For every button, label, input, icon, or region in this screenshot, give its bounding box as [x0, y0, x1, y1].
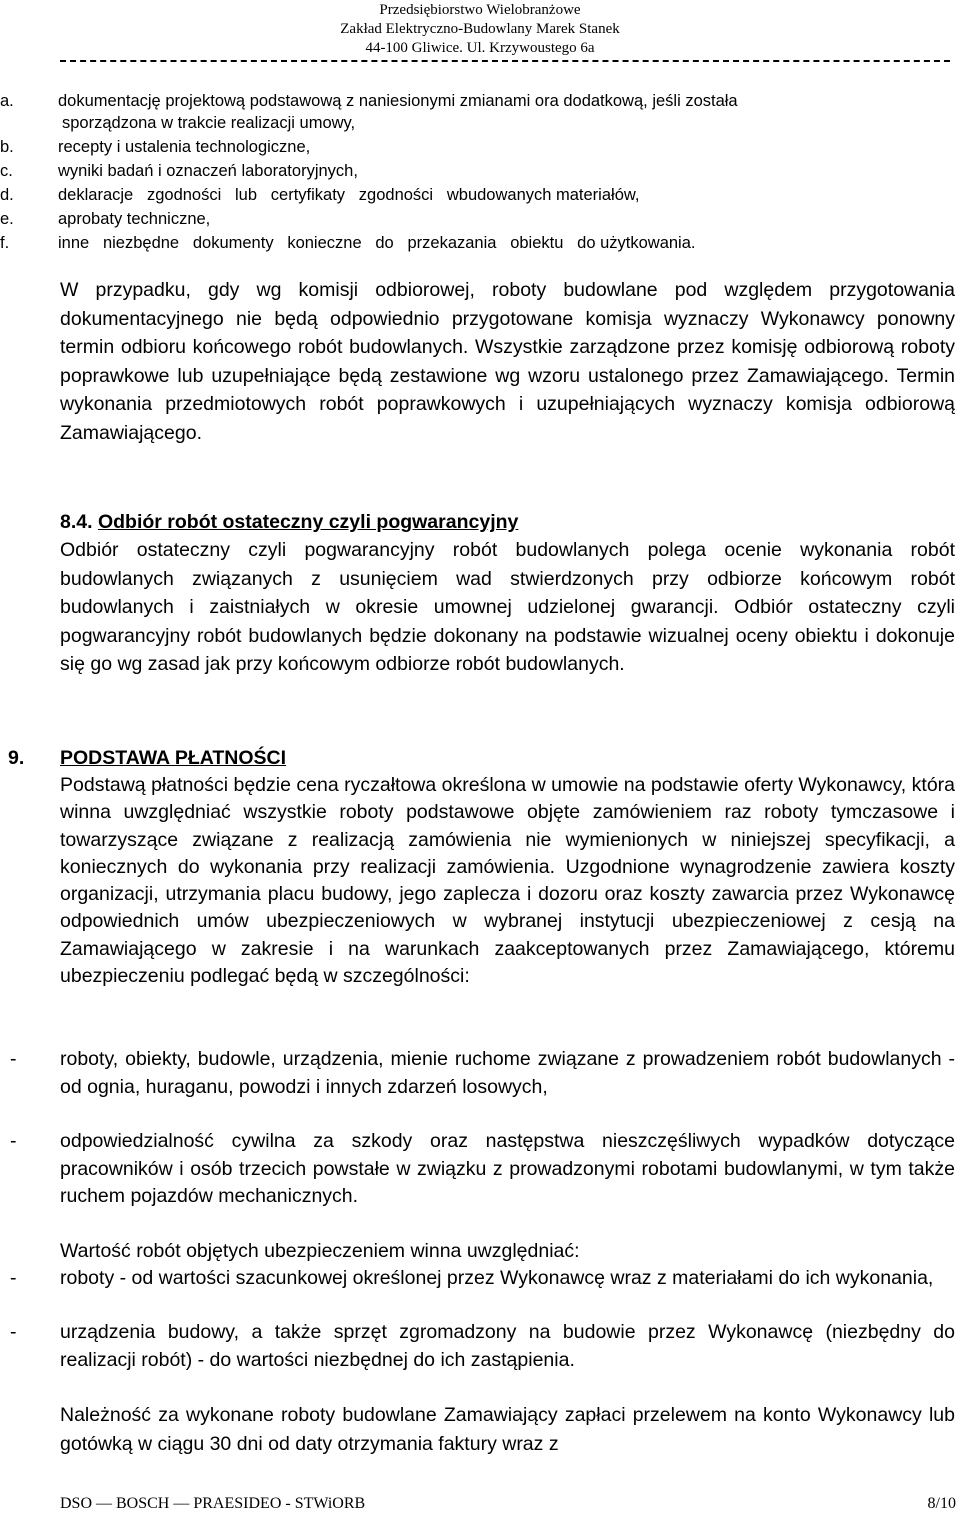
section-number: 8.4. — [60, 511, 93, 533]
paragraph-payment-basis: Podstawą płatności będzie cena ryczałtowa określona w umowie na podstawie oferty Wykonawcy, która winna uwzględniać wszystkie roboty podstawowe objęte zamówieniem raz roboty tymczasowe i towarzyszące związane z realizacją zamówienia nie wymienionych w niniejszej specyfikacji, a koniecznych do wykonania przy realizacji zamówienia. Uzgodnione wynagrodzenie zawiera koszty organizacji, utrzymania placu budowy, jego zaplecza i dozoru oraz koszty zawarcia przez Wykonawcę odpowiednich umów ubezpieczeniowych w wybranej instytucji ubezpieczeniowej z cesją na Zamawiającego w zakresie i na warunkach zaakceptowanych przez Zamawiającego, któremu ubezpieczeniu podlegać będą w szczególności: — [60, 774, 955, 988]
list-item-d — [0, 184, 960, 206]
insurance-item-text: odpowiedzialność cywilna za szkody oraz następstwa nieszczęśliwych wypadków dotyczące pracowników i osób trzecich powstałe w związku z prowadzonymi robotami budowlanymi, w tym także ruchem pojazdów mechanicznych. — [60, 1130, 955, 1207]
letterhead-address: 44-100 Gliwice. Ul. Krzywoustego 6a — [365, 40, 595, 56]
bullet-dash: - — [10, 1130, 17, 1152]
list-letter: d. — [0, 186, 14, 204]
value-item-text: roboty - od wartości szacunkowej określonej przez Wykonawcę wraz z materiałami do ich wykonania, — [60, 1267, 934, 1289]
list-text: deklaracje zgodności lub certyfikaty zgodności wbudowanych materiałów, — [58, 186, 640, 204]
paragraph-final-acceptance: Odbiór ostateczny czyli pogwarancyjny robót budowlanych polega ocenie wykonania robót budowlanych związanych z usunięciem wad stwierdzonych przy odbiorze końcowym robót budowlanych i zaistniałych w okresie umownej udzielonej gwarancji. Odbiór ostateczny czyli pogwarancyjny robót budowlanych będzie dokonany na podstawie wizualnej oceny obiektu i dokonuje się go wg zasad jak przy końcowym odbiorze robót budowlanych. — [60, 539, 955, 675]
list-text: recepty i ustalenia technologiczne, — [58, 138, 311, 156]
insurance-item-text: roboty, obiekty, budowle, urządzenia, mienie ruchome związane z prowadzeniem robót budowlanych - od ognia, huraganu, powodzi i innych zdarzeń losowych, — [60, 1048, 955, 1098]
list-item-a — [0, 90, 960, 134]
list-letter: a. — [0, 92, 14, 110]
letterhead-company-name: Zakład Elektryczno-Budowlany Marek Stanek — [340, 21, 620, 37]
section-number-9: 9. — [8, 747, 25, 769]
list-text: wyniki badań i oznaczeń laboratoryjnych, — [58, 162, 358, 180]
list-letter: f. — [0, 234, 10, 252]
list-text: dokumentację projektową podstawową z naniesionymi zmianami ora dodatkową, jeśli została — [58, 92, 738, 110]
paragraph-insured-value-intro: Wartość robót objętych ubezpieczeniem winna uwzględniać: — [60, 1240, 580, 1262]
list-text: aprobaty techniczne, — [58, 210, 211, 228]
bullet-dash: - — [10, 1321, 17, 1343]
bullet-dash: - — [10, 1267, 17, 1289]
list-letter: c. — [0, 162, 13, 180]
paragraph-payment-terms: Należność za wykonane roboty budowlane Zamawiający zapłaci przelewem na konto Wykonawcy lub gotówką w ciągu 30 dni od daty otrzymania faktury wraz z — [60, 1404, 955, 1455]
list-text-continued: sporządzona w trakcie realizacji umowy, — [62, 114, 356, 132]
list-letter: b. — [0, 138, 14, 156]
letterhead-company-type: Przedsiębiorstwo Wielobranżowe — [379, 2, 581, 18]
section-title-9: PODSTAWA PŁATNOŚCI — [60, 747, 287, 769]
list-letter: e. — [0, 210, 14, 228]
list-item-e — [0, 208, 960, 230]
letterhead-divider — [60, 60, 950, 62]
footer-document-id: DSO — BOSCH — PRAESIDEO - STWiORB — [60, 1495, 366, 1512]
footer-page-number: 8/10 — [927, 1495, 956, 1512]
paragraph-commission-rework: W przypadku, gdy wg komisji odbiorowej, roboty budowlane pod względem przygotowania dokumentacyjnego nie będą odpowiednio przygotowane komisja wyznaczy Wykonawcy ponowny termin odbioru końcowego robót budowlanych. Wszystkie zarządzone przez komisję odbiorową roboty poprawkowe lub uzupełniające będą zestawione wg wzoru ustalonego przez Zamawiającego. Termin wykonania przedmiotowych robót poprawkowych i uzupełniających wyznaczy komisja odbiorową Zamawiającego. — [60, 279, 955, 444]
value-item-text: urządzenia budowy, a także sprzęt zgromadzony na budowie przez Wykonawcę (niezbędny do realizacji robót) - do wartości niezbędnej do ich zastąpienia. — [60, 1321, 955, 1371]
list-item-f — [0, 232, 960, 254]
section-heading-8-4 — [60, 508, 518, 537]
list-text: inne niezbędne dokumenty konieczne do przekazania obiektu do użytkowania. — [58, 234, 696, 252]
list-item-c — [0, 160, 960, 182]
list-item-b — [0, 136, 960, 158]
bullet-dash: - — [10, 1048, 17, 1070]
section-title: Odbiór robót ostateczny czyli pogwarancyjny — [97, 511, 519, 533]
